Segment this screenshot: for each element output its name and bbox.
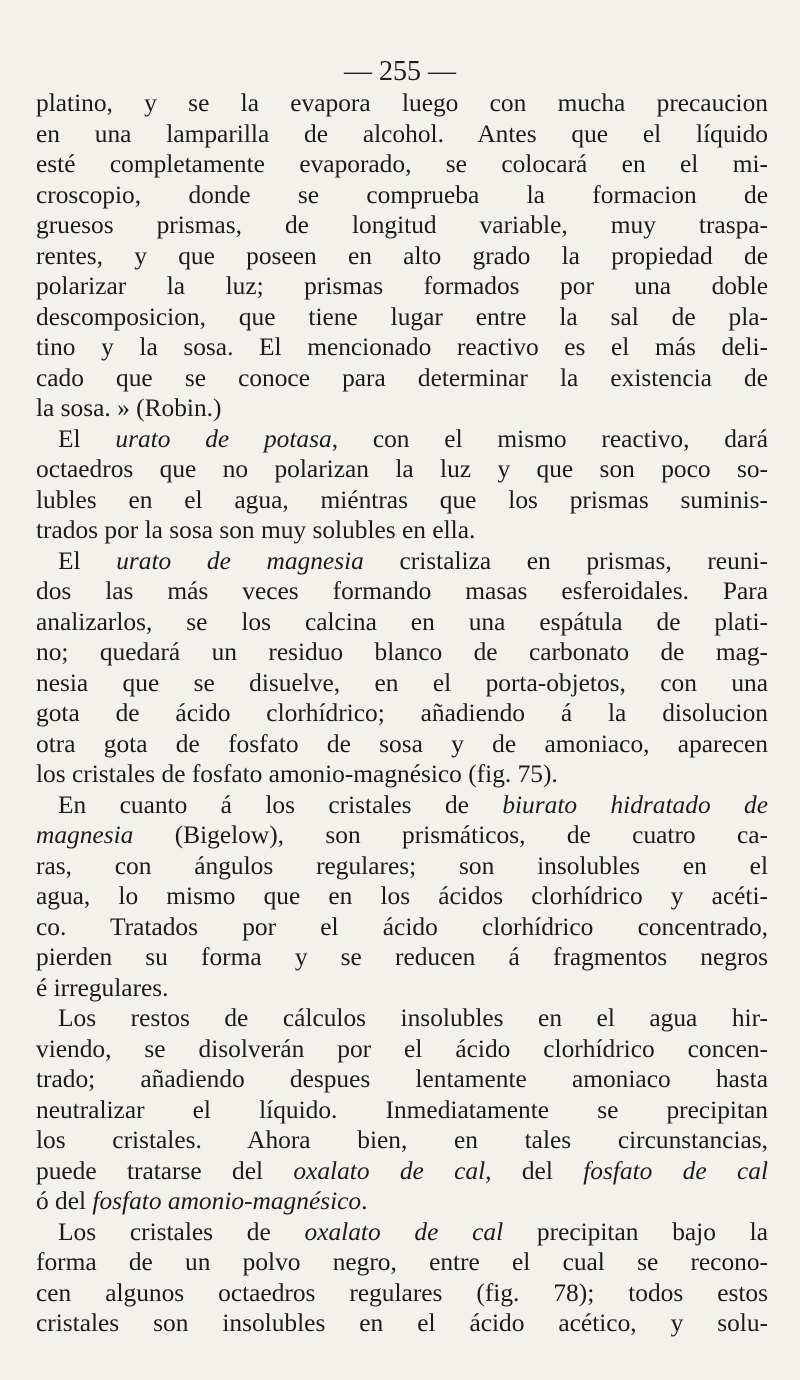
text-line (36, 912, 768, 943)
text-segment: lubles en el agua, miéntras que los prismas suminis- (36, 485, 768, 514)
text-segment: precipitan bajo la (503, 1217, 768, 1246)
text-segment: é irregulares. (36, 973, 169, 1002)
text-segment: (Bigelow), son prismáticos, de cuatro ca- (133, 821, 768, 849)
text-line (36, 607, 768, 638)
text-line (36, 454, 768, 485)
text-segment: Los restos de cálculos insolubles en el agua hir- (58, 1004, 768, 1032)
text-line (36, 1308, 768, 1339)
text-segment: cado que se conoce para determinar la existencia de (36, 363, 768, 392)
text-line (36, 973, 768, 1004)
italic-term: urato de potasa (115, 424, 332, 453)
italic-term: magnesia (36, 821, 134, 849)
text-line (36, 1095, 768, 1126)
text-segment: trados por la sosa son muy solubles en ella. (36, 516, 476, 544)
text-segment: . (361, 1187, 368, 1215)
italic-term: oxalato de cal (293, 1156, 486, 1185)
text-segment: dos las más veces formando masas esferoidales. Para (36, 577, 768, 605)
text-line (36, 546, 768, 577)
text-segment: co. Tratados por el ácido clorhídrico concentrado, (36, 912, 768, 941)
text-segment: Los cristales de (58, 1217, 305, 1246)
text-line (36, 1186, 768, 1217)
text-segment: El (58, 424, 116, 453)
text-line (36, 668, 768, 699)
text-line (36, 1278, 768, 1309)
text-segment: rentes, y que poseen en alto grado la propiedad de (36, 241, 768, 270)
text-line (36, 942, 768, 973)
text-line (36, 271, 768, 302)
text-line (36, 790, 768, 821)
text-line (36, 1156, 768, 1187)
text-line (36, 393, 768, 424)
text-line (36, 729, 768, 760)
text-segment: gota de ácido clorhídrico; añadiendo á la disolucion (36, 699, 768, 727)
text-line (36, 149, 768, 180)
text-line (36, 241, 768, 272)
text-segment: trado; añadiendo despues lentamente amoniaco hasta (36, 1065, 768, 1093)
text-line (36, 759, 768, 790)
text-line (36, 1247, 768, 1278)
text-line (36, 576, 768, 607)
text-segment: puede tratarse del (36, 1156, 294, 1185)
text-line (36, 1003, 768, 1034)
text-line (36, 515, 768, 546)
text-line (36, 1064, 768, 1095)
text-segment: ó del (36, 1187, 93, 1215)
text-segment: En cuanto á los cristales de (58, 790, 503, 819)
text-segment: octaedros que no polarizan la luz y que son poco so- (36, 455, 768, 483)
text-segment: en una lamparilla de alcohol. Antes que el líquido (36, 119, 768, 148)
text-segment: cristales son insolubles en el ácido acético, y solu- (36, 1309, 768, 1337)
text-segment: neutralizar el líquido. Inmediatamente se precipitan (36, 1095, 768, 1124)
text-line (36, 637, 768, 668)
text-line (36, 302, 768, 333)
page-number: — 255 — (344, 56, 456, 87)
text-line (36, 363, 768, 394)
text-segment: esté completamente evaporado, se colocará en el mi- (36, 150, 768, 178)
text-line (36, 851, 768, 882)
text-segment: El (58, 546, 117, 575)
text-line (36, 1125, 768, 1156)
text-line (36, 180, 768, 211)
text-segment: la sosa. » (Robin.) (36, 394, 222, 422)
italic-term: urato de magnesia (116, 546, 364, 575)
text-segment: ras, con ángulos regulares; son insolubles en el (36, 851, 768, 880)
text-segment: pierden su forma y se reducen á fragmentos negros (36, 943, 768, 971)
text-line (36, 881, 768, 912)
text-segment: agua, lo mismo que en los ácidos clorhídrico y acéti- (36, 882, 768, 910)
text-segment: viendo, se disolverán por el ácido clorhídrico concen- (36, 1034, 768, 1063)
text-segment: polarizar la luz; prismas formados por una doble (36, 272, 768, 300)
italic-term: biurato hidratado de (502, 790, 768, 819)
text-line (36, 1034, 768, 1065)
text-segment: descomposicion, que tiene lugar entre la sal de pla- (36, 302, 768, 331)
text-segment: gruesos prismas, de longitud variable, muy traspa- (36, 211, 768, 239)
text-segment: los cristales de fosfato amonio-magnésico (fig. 75). (36, 760, 558, 788)
text-line (36, 698, 768, 729)
text-segment: otra gota de fosfato de sosa y de amoniaco, aparecen (36, 729, 768, 758)
text-line (36, 485, 768, 516)
text-segment: nesia que se disuelve, en el porta-objetos, con una (36, 668, 768, 697)
text-segment: analizarlos, se los calcina en una espátula de plati- (36, 607, 768, 636)
italic-term: fosfato amonio-magnésico (92, 1187, 362, 1215)
text-segment: platino, y se la evapora luego con mucha precaucion (36, 89, 768, 117)
text-line (36, 820, 768, 851)
text-segment: no; quedará un residuo blanco de carbonato de mag- (36, 638, 768, 666)
text-segment: , con el mismo reactivo, dará (331, 424, 768, 453)
italic-term: fosfato de cal (583, 1156, 768, 1185)
text-segment: croscopio, donde se comprueba la formacion de (36, 180, 768, 209)
text-line (36, 1217, 768, 1248)
text-line (36, 119, 768, 150)
text-segment: forma de un polvo negro, entre el cual se recono- (36, 1248, 768, 1276)
text-line (36, 88, 768, 119)
text-segment: los cristales. Ahora bien, en tales circunstancias, (36, 1126, 768, 1154)
body-text (36, 88, 768, 1339)
italic-term: oxalato de cal (304, 1217, 504, 1246)
text-segment: cristaliza en prismas, reuni- (363, 546, 768, 575)
text-line (36, 332, 768, 363)
text-segment: tino y la sosa. El mencionado reactivo es el más deli- (36, 333, 768, 361)
text-segment: , del (485, 1156, 584, 1185)
text-line (36, 210, 768, 241)
text-segment: cen algunos octaedros regulares (fig. 78); todos estos (36, 1278, 768, 1307)
text-line (36, 424, 768, 455)
